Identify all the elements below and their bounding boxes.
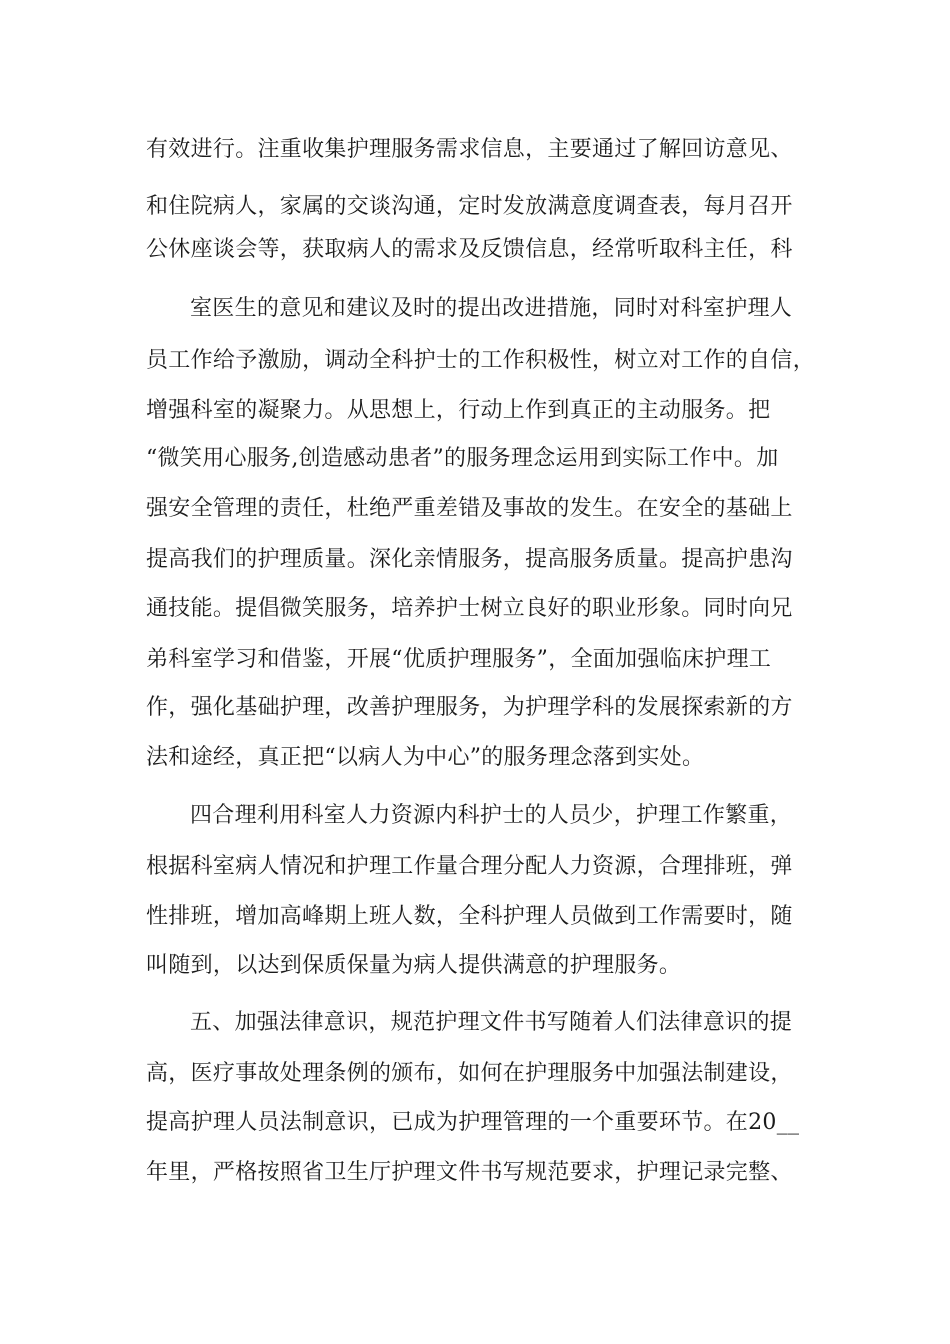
- text-line: 作，强化基础护理，改善护理服务，为护理学科的发展探索新的方: [146, 695, 793, 720]
- text-line: 和住院病人，家属的交谈沟通，定时发放满意度调查表，每月召开: [146, 194, 793, 219]
- text-line: 弟科室学习和借鉴，开展“优质护理服务”，全面加强临床护理工: [146, 647, 772, 672]
- text-line: “微笑用心服务,创造感动患者”的服务理念运用到实际工作中。加: [146, 446, 779, 471]
- text-line: 员工作给予激励，调动全科护士的工作积极性，树立对工作的自信，: [146, 348, 816, 373]
- text-line: 室医生的意见和建议及时的提出改进措施，同时对科室护理人: [190, 296, 793, 321]
- text-line: 有效进行。注重收集护理服务需求信息，主要通过了解回访意见、: [146, 137, 793, 162]
- text-line: 增强科室的凝聚力。从思想上，行动上作到真正的主动服务。把: [146, 398, 771, 423]
- text-line: 通技能。提倡微笑服务，培养护士树立良好的职业形象。同时向兄: [146, 596, 793, 621]
- text-line: 四合理利用科室人力资源内科护士的人员少，护理工作繁重，: [190, 803, 793, 828]
- text-line: 提高我们的护理质量。深化亲情服务，提高服务质量。提高护患沟: [146, 547, 793, 572]
- text-line: 高，医疗事故处理条例的颁布，如何在护理服务中加强法制建设，: [146, 1061, 793, 1086]
- text-line: 年里，严格按照省卫生厅护理文件书写规范要求，护理记录完整、: [146, 1160, 793, 1185]
- text-line: 五、加强法律意识，规范护理文件书写随着人们法律意识的提: [190, 1010, 793, 1035]
- text-line: 公休座谈会等，获取病人的需求及反馈信息，经常听取科主任，科: [146, 237, 793, 262]
- text-line: 叫随到，以达到保质保量为病人提供满意的护理服务。: [146, 953, 682, 978]
- text-line: 根据科室病人情况和护理工作量合理分配人力资源，合理排班，弹: [146, 854, 793, 879]
- text-line: 提高护理人员法制意识，已成为护理管理的一个重要环节。在20__: [146, 1110, 800, 1135]
- text-line: 法和途经，真正把“以病人为中心”的服务理念落到实处。: [146, 745, 705, 770]
- text-line: 强安全管理的责任，杜绝严重差错及事故的发生。在安全的基础上: [146, 496, 793, 521]
- text-line: 性排班，增加高峰期上班人数，全科护理人员做到工作需要时，随: [146, 904, 793, 929]
